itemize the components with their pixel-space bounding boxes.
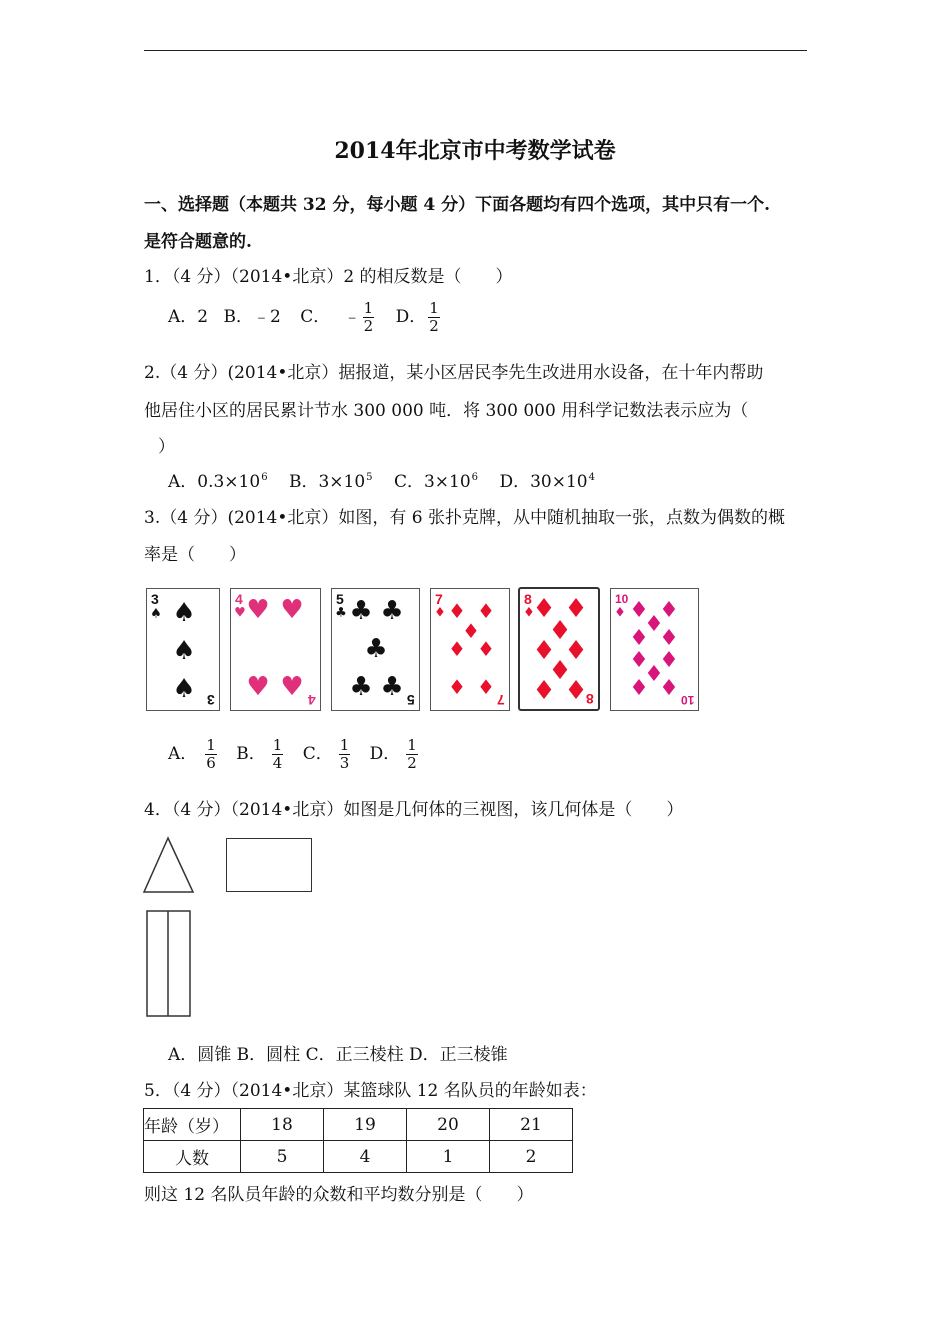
club-icon: ♣ (364, 634, 388, 664)
q3-option-d-fraction (406, 737, 418, 772)
diamond-icon: ♦ (477, 599, 495, 623)
diamond-icon: ♦ (523, 605, 535, 621)
option-exponent: 6 (261, 472, 268, 483)
heart-icon: ♥ (246, 595, 270, 625)
diamond-icon: ♦ (659, 626, 679, 651)
card-3-spades (146, 588, 220, 711)
q2-option-b (289, 472, 373, 492)
q3-option-a-label: A． (168, 744, 198, 764)
q3-option-a-fraction (205, 737, 217, 772)
diamond-icon: ♦ (659, 648, 679, 673)
club-icon: ♣ (349, 596, 373, 626)
q1-option-c-sign: ﹣ (343, 307, 361, 327)
header-rule (144, 50, 807, 51)
q1-options (168, 300, 442, 335)
q3-option-d-label: D． (369, 744, 401, 764)
triangle-shape (144, 838, 193, 892)
diamond-icon: ♦ (532, 594, 556, 624)
diamond-icon: ♦ (564, 636, 588, 666)
card-rank: 8 (524, 591, 532, 607)
fraction-numerator: 1 (429, 299, 439, 317)
club-icon: ♣ (380, 672, 404, 702)
q5-after-table: 则这 12 名队员年龄的众数和平均数分别是（ ） (144, 1185, 534, 1205)
club-icon: ♣ (349, 672, 373, 702)
table-row (144, 1141, 573, 1173)
card-8-diamonds (518, 587, 600, 711)
diamond-icon: ♦ (629, 648, 649, 673)
q5-stem: 5．（4 分）（2014•北京）某篮球队 12 名队员的年龄如表： (144, 1081, 597, 1101)
heart-icon: ♥ (246, 672, 270, 702)
page-title: 2014年北京市中考数学试卷 (334, 138, 616, 164)
q1-option-c-label: C． (300, 307, 331, 327)
diamond-icon: ♦ (629, 676, 649, 701)
heart-icon: ♥ (234, 605, 246, 621)
table-cell: 1 (407, 1141, 490, 1173)
option-exponent: 6 (471, 472, 479, 483)
card-4-hearts (230, 588, 321, 711)
q1-option-c-fraction (363, 300, 375, 335)
section-heading-line1: 一、选择题（本题共 32 分，每小题 4 分）下面各题均有四个选项，其中只有一个. (144, 195, 771, 215)
table-cell: 18 (241, 1109, 324, 1141)
card-rank: 10 (680, 693, 694, 707)
table-cell: 4 (324, 1141, 407, 1173)
heart-icon: ♥ (280, 672, 304, 702)
diamond-icon: ♦ (532, 636, 556, 666)
spade-icon: ♠ (172, 636, 196, 666)
q2-line3: ） (158, 437, 175, 457)
fraction-denominator: 2 (429, 317, 439, 335)
card-7-diamonds (430, 588, 510, 711)
diamond-icon: ♦ (462, 619, 480, 643)
three-view-top-rectangle (144, 908, 194, 1020)
fraction-numerator: 1 (407, 736, 417, 754)
diamond-icon: ♦ (629, 626, 649, 651)
fraction-numerator: 1 (363, 299, 374, 317)
card-rank: 5 (336, 591, 344, 607)
diamond-icon: ♦ (614, 605, 626, 621)
q2-options (168, 467, 595, 492)
diamond-icon: ♦ (448, 675, 466, 699)
q3-option-b-label: B． (236, 744, 266, 764)
fraction-denominator: 3 (339, 754, 350, 772)
diamond-icon: ♦ (548, 656, 572, 686)
heart-icon: ♥ (280, 595, 304, 625)
fraction-denominator: 4 (272, 754, 283, 772)
age-table (143, 1108, 573, 1173)
diamond-icon: ♦ (448, 599, 466, 623)
q3-line1: 3.（4 分）(2014•北京）如图，有 6 张扑克牌，从中随机抽取一张，点数为偶数的概 (144, 508, 785, 528)
fraction-numerator: 1 (339, 736, 350, 754)
diamond-icon: ♦ (629, 598, 649, 623)
club-icon: ♣ (380, 596, 404, 626)
fraction-numerator: 1 (272, 736, 283, 754)
table-cell: 5 (241, 1141, 324, 1173)
diamond-icon: ♦ (659, 676, 679, 701)
diamond-icon: ♦ (659, 598, 679, 623)
table-cell: 2 (490, 1141, 573, 1173)
club-icon: ♣ (335, 605, 347, 621)
card-rank: 7 (435, 591, 443, 607)
fraction-numerator: 1 (206, 736, 216, 754)
spade-icon: ♠ (172, 598, 196, 628)
option-base: C．3×10 (393, 472, 471, 492)
q3-option-b-fraction (272, 737, 284, 772)
q3-option-c-label: C． (302, 744, 333, 764)
diamond-icon: ♦ (532, 676, 556, 706)
diamond-icon: ♦ (477, 637, 495, 661)
q2-option-c (394, 472, 478, 492)
diamond-icon: ♦ (564, 676, 588, 706)
q2-line2: 他居住小区的居民累计节水 300 000 吨．将 300 000 用科学记数法表示应为（ (144, 401, 749, 421)
diamond-icon: ♦ (644, 612, 664, 637)
q4-stem: 4．（4 分）（2014•北京）如图是几何体的三视图，该几何体是（ ） (144, 800, 684, 820)
diamond-icon: ♦ (477, 675, 495, 699)
table-header-age: 年龄（岁） (144, 1109, 241, 1141)
three-view-front-triangle (140, 834, 200, 896)
q1-option-a: A．2 (168, 307, 209, 327)
diamond-icon: ♦ (434, 605, 446, 621)
card-rank: 5 (407, 692, 415, 708)
spade-icon: ♠ (172, 674, 196, 704)
option-exponent: 4 (588, 472, 595, 483)
section-heading-line2: 是符合题意的. (144, 232, 252, 252)
fraction-denominator: 2 (407, 754, 417, 772)
q4-options: A．圆锥 B．圆柱 C．正三棱柱 D．正三棱锥 (168, 1045, 508, 1065)
q1-option-b: B．﹣2 (223, 307, 281, 327)
card-rank: 3 (207, 692, 215, 708)
three-view-side-rectangle (226, 838, 312, 892)
card-rank: 10 (615, 592, 629, 606)
diamond-icon: ♦ (548, 616, 572, 646)
card-rank: 4 (308, 692, 316, 708)
card-10-diamonds (610, 588, 699, 711)
q2-option-a (168, 472, 268, 492)
q1-option-d-label: D． (395, 307, 427, 327)
option-base: A．0.3×10 (168, 472, 261, 492)
card-rank: 8 (586, 691, 594, 707)
card-rank: 7 (497, 692, 505, 708)
option-exponent: 5 (366, 472, 373, 483)
diamond-icon: ♦ (644, 662, 664, 687)
table-cell: 20 (407, 1109, 490, 1141)
table-header-count: 人数 (144, 1141, 241, 1173)
table-cell: 21 (490, 1109, 573, 1141)
q3-options (168, 737, 420, 772)
table-cell: 19 (324, 1109, 407, 1141)
card-5-clubs (331, 588, 420, 711)
q1-option-d-fraction (428, 300, 440, 335)
q3-option-c-fraction (339, 737, 351, 772)
q2-option-d (499, 472, 595, 492)
card-rank: 3 (151, 591, 159, 607)
fraction-denominator: 6 (206, 754, 216, 772)
diamond-icon: ♦ (564, 594, 588, 624)
diamond-icon: ♦ (448, 637, 466, 661)
q2-line1: 2.（4 分）(2014•北京）据报道，某小区居民李先生改进用水设备，在十年内帮助 (144, 363, 764, 383)
spade-icon: ♠ (150, 606, 162, 622)
q1-stem: 1．（4 分）（2014•北京）2 的相反数是（ ） (144, 267, 513, 287)
fraction-denominator: 2 (363, 317, 374, 335)
option-base: B．3×10 (288, 472, 366, 492)
card-rank: 4 (235, 591, 243, 607)
q3-line2: 率是（ ） (144, 545, 246, 565)
option-base: D．30×10 (499, 472, 588, 492)
table-row (144, 1109, 573, 1141)
